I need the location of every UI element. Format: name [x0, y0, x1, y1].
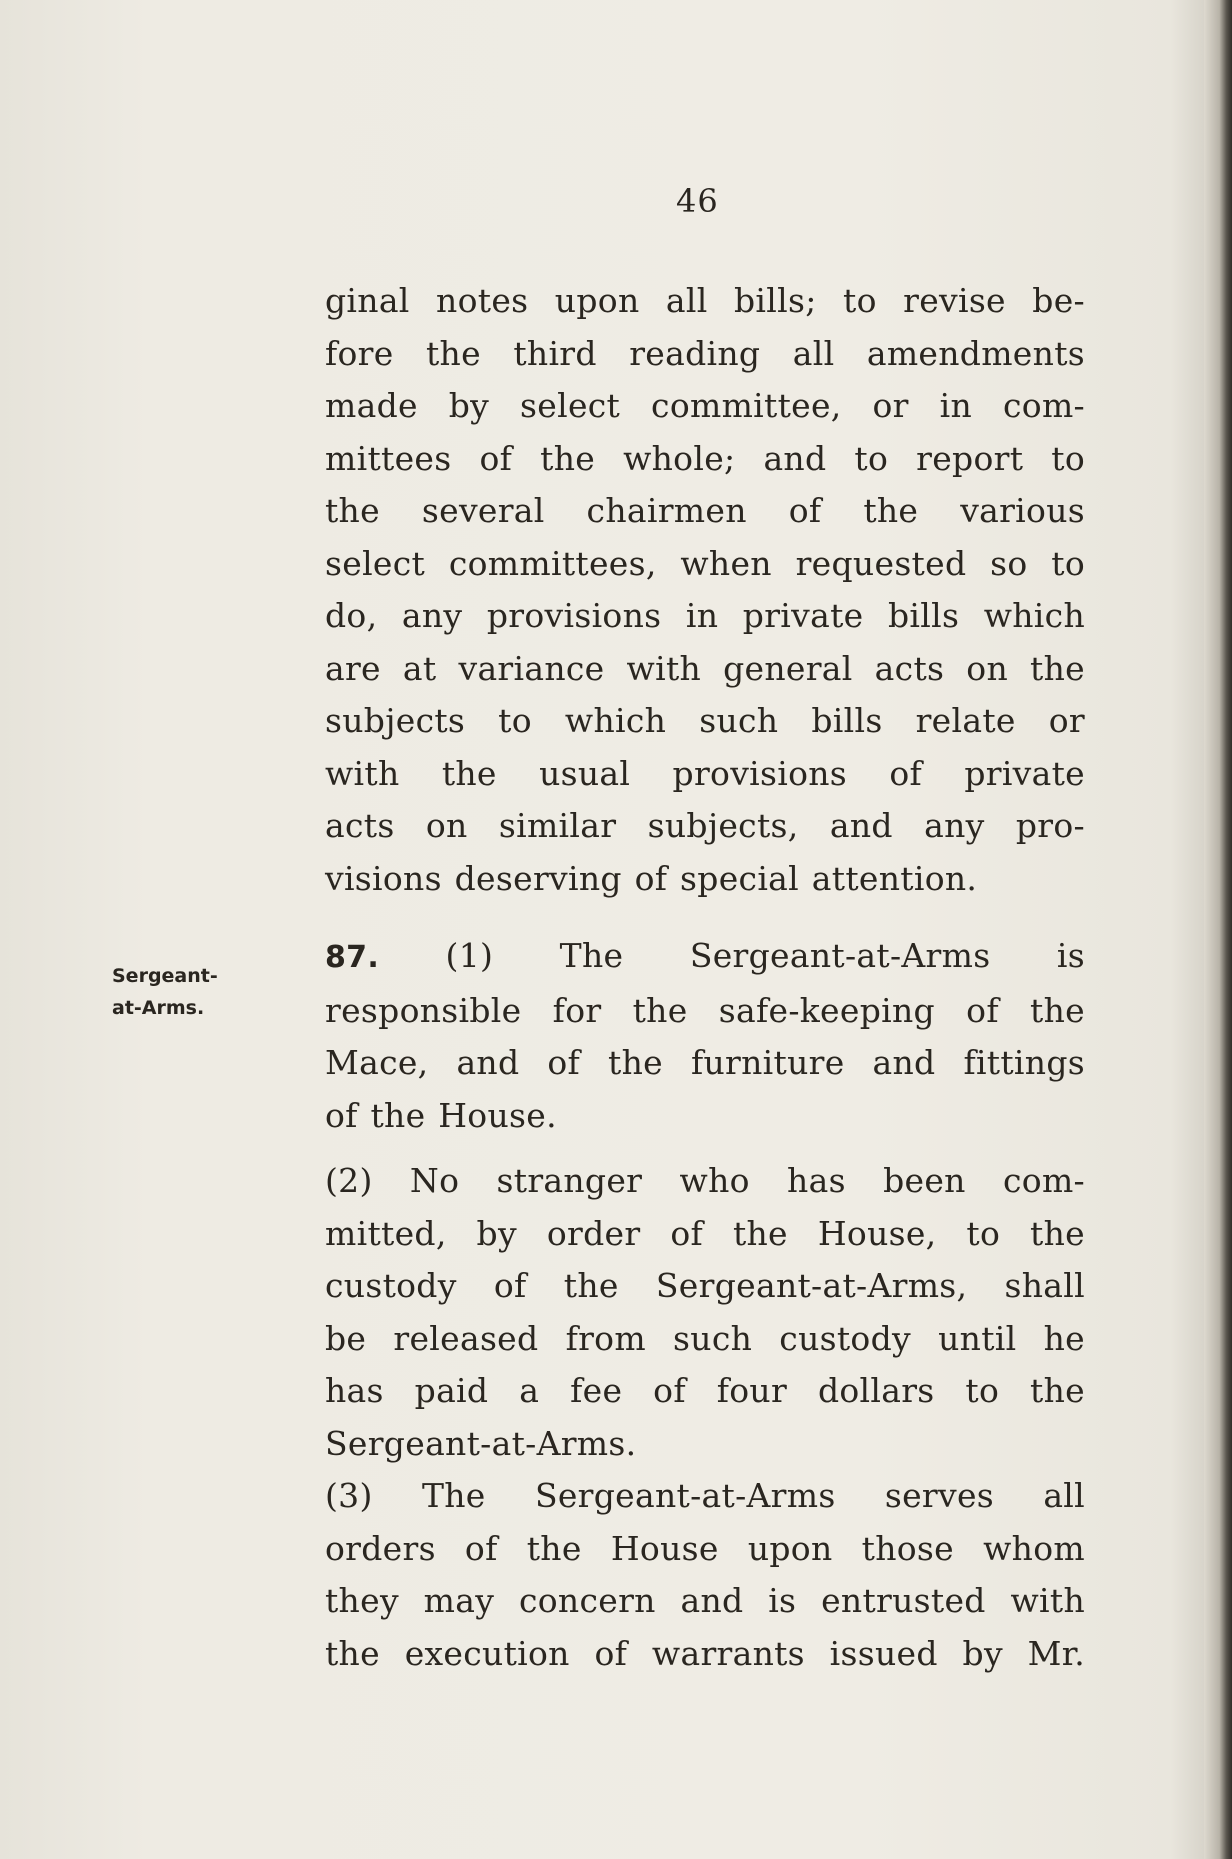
- text-line: fore the third reading all amendments: [325, 333, 1085, 373]
- text-line: the execution of warrants issued by Mr.: [325, 1633, 1085, 1673]
- text-line: mitted, by order of the House, to the: [325, 1213, 1085, 1253]
- text-line: the several chairmen of the various: [325, 491, 1085, 530]
- text-line: has paid a fee of four dollars to the: [325, 1371, 1085, 1410]
- text-line: (3) The Sergeant-at-Arms serves all: [325, 1476, 1085, 1515]
- text-line: select committees, when requested so to: [325, 543, 1085, 583]
- text-line: be released from such custody until he: [325, 1318, 1085, 1358]
- text-line: are at variance with general acts on the: [325, 648, 1085, 688]
- subsection-2: [325, 1155, 1085, 1470]
- text-line: subjects to which such bills relate or: [325, 701, 1085, 740]
- text-line: of the House.: [325, 1095, 557, 1135]
- text-line: mittees of the whole; and to report to: [325, 438, 1085, 478]
- text-line: ginal notes upon all bills; to revise be-: [325, 281, 1085, 320]
- text-line: with the usual provisions of private: [325, 753, 1085, 793]
- subsection-3: [325, 1470, 1085, 1680]
- section-first-line: [325, 930, 1085, 985]
- text-line: custody of the Sergeant-at-Arms, shall: [325, 1266, 1085, 1305]
- page-edge: [1204, 0, 1232, 1859]
- text-line: Mace, and of the furniture and fittings: [325, 1043, 1085, 1082]
- text-line: do, any provisions in private bills which: [325, 596, 1085, 635]
- section-87: [325, 930, 1085, 1142]
- text-line: responsible for the safe-keeping of the: [325, 990, 1085, 1030]
- text-line: acts on similar subjects, and any pro-: [325, 806, 1085, 845]
- text-line: made by select committee, or in com-: [325, 386, 1085, 425]
- text-line: orders of the House upon those whom: [325, 1528, 1085, 1568]
- text-line: visions deserving of special attention.: [325, 858, 978, 898]
- paragraph-continuation: [325, 275, 1085, 905]
- text-line: Sergeant-at-Arms.: [325, 1423, 637, 1463]
- margin-note: [112, 960, 218, 1024]
- page-number: 46: [676, 182, 719, 220]
- margin-note-line: Sergeant-: [112, 965, 218, 987]
- section-number: 87.: [325, 940, 380, 975]
- text-line: (2) No stranger who has been com-: [325, 1161, 1085, 1200]
- margin-note-line: at-Arms.: [112, 997, 205, 1019]
- text-line: (1) The Sergeant-at-Arms is: [445, 936, 1086, 975]
- text-line: they may concern and is entrusted with: [325, 1581, 1085, 1620]
